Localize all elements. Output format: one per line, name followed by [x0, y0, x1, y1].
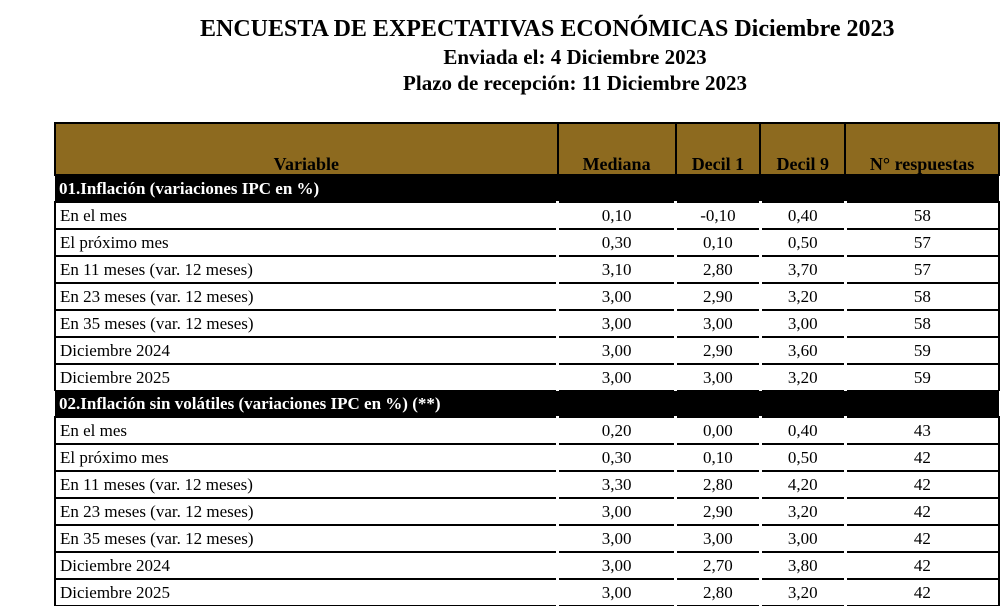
variable-cell: El próximo mes	[55, 229, 558, 256]
variable-cell: Diciembre 2025	[55, 364, 558, 391]
column-header-decile-1: Decil 1	[676, 123, 761, 175]
variable-cell: En 35 meses (var. 12 meses)	[55, 525, 558, 552]
decile-1-cell: 2,90	[676, 283, 761, 310]
median-cell: 3,30	[558, 471, 676, 498]
decile-9-cell: 4,20	[760, 471, 845, 498]
document-title: ENCUESTA DE EXPECTATIVAS ECONÓMICAS Diciembre 2023	[200, 16, 895, 42]
responses-cell: 42	[845, 552, 999, 579]
decile-1-cell: 3,00	[676, 364, 761, 391]
decile-9-cell: 3,60	[760, 337, 845, 364]
decile-1-cell: 3,00	[676, 310, 761, 337]
table-row	[55, 310, 999, 337]
responses-cell: 59	[845, 337, 999, 364]
decile-1-cell: 2,90	[676, 498, 761, 525]
variable-cell: El próximo mes	[55, 444, 558, 471]
decile-9-cell: 0,40	[760, 202, 845, 229]
section-title: 01.Inflación (variaciones IPC en %)	[55, 175, 999, 202]
table-row	[55, 229, 999, 256]
responses-cell: 42	[845, 579, 999, 606]
responses-cell: 58	[845, 283, 999, 310]
median-cell: 3,00	[558, 310, 676, 337]
decile-9-cell: 3,00	[760, 310, 845, 337]
decile-1-cell: -0,10	[676, 202, 761, 229]
variable-cell: Diciembre 2025	[55, 579, 558, 606]
decile-9-cell: 3,80	[760, 552, 845, 579]
median-cell: 3,00	[558, 552, 676, 579]
decile-1-cell: 3,00	[676, 525, 761, 552]
decile-1-cell: 2,80	[676, 579, 761, 606]
reception-deadline: Plazo de recepción: 11 Diciembre 2023	[403, 71, 747, 95]
sent-date: Enviada el: 4 Diciembre 2023	[443, 45, 707, 69]
table-row	[55, 202, 999, 229]
table-row	[55, 525, 999, 552]
expectations-table	[54, 122, 1000, 606]
median-cell: 3,00	[558, 525, 676, 552]
column-header-decile-9: Decil 9	[760, 123, 845, 175]
column-header-responses: N° respuestas	[845, 123, 999, 175]
median-cell: 0,30	[558, 444, 676, 471]
decile-1-cell: 2,70	[676, 552, 761, 579]
variable-cell: Diciembre 2024	[55, 337, 558, 364]
median-cell: 0,10	[558, 202, 676, 229]
variable-cell: En 35 meses (var. 12 meses)	[55, 310, 558, 337]
variable-cell: En 11 meses (var. 12 meses)	[55, 256, 558, 283]
decile-9-cell: 0,50	[760, 229, 845, 256]
responses-cell: 43	[845, 417, 999, 444]
responses-cell: 58	[845, 202, 999, 229]
decile-9-cell: 3,00	[760, 525, 845, 552]
variable-cell: Diciembre 2024	[55, 552, 558, 579]
responses-cell: 42	[845, 525, 999, 552]
decile-9-cell: 3,20	[760, 579, 845, 606]
table-row	[55, 417, 999, 444]
decile-9-cell: 0,40	[760, 417, 845, 444]
table-body	[55, 175, 999, 606]
column-header-variable: Variable	[55, 123, 558, 175]
table-row	[55, 283, 999, 310]
variable-cell: En el mes	[55, 417, 558, 444]
variable-cell: En el mes	[55, 202, 558, 229]
section-header-row	[55, 175, 999, 202]
responses-cell: 42	[845, 471, 999, 498]
responses-cell: 42	[845, 444, 999, 471]
table-row	[55, 552, 999, 579]
median-cell: 3,00	[558, 498, 676, 525]
table-header-row	[55, 123, 999, 175]
decile-9-cell: 0,50	[760, 444, 845, 471]
median-cell: 3,00	[558, 364, 676, 391]
median-cell: 3,10	[558, 256, 676, 283]
table-row	[55, 579, 999, 606]
table-row	[55, 364, 999, 391]
responses-cell: 59	[845, 364, 999, 391]
responses-cell: 42	[845, 498, 999, 525]
decile-9-cell: 3,20	[760, 498, 845, 525]
table-row	[55, 444, 999, 471]
median-cell: 0,30	[558, 229, 676, 256]
decile-1-cell: 0,10	[676, 444, 761, 471]
responses-cell: 58	[845, 310, 999, 337]
responses-cell: 57	[845, 229, 999, 256]
median-cell: 3,00	[558, 283, 676, 310]
section-header-row	[55, 391, 999, 418]
variable-cell: En 11 meses (var. 12 meses)	[55, 471, 558, 498]
variable-cell: En 23 meses (var. 12 meses)	[55, 283, 558, 310]
table-row	[55, 256, 999, 283]
table-row	[55, 471, 999, 498]
median-cell: 0,20	[558, 417, 676, 444]
section-title: 02.Inflación sin volátiles (variaciones IPC en %) (**)	[55, 391, 999, 418]
decile-1-cell: 0,10	[676, 229, 761, 256]
table-row	[55, 337, 999, 364]
column-header-median: Mediana	[558, 123, 676, 175]
median-cell: 3,00	[558, 579, 676, 606]
decile-9-cell: 3,70	[760, 256, 845, 283]
responses-cell: 57	[845, 256, 999, 283]
decile-1-cell: 2,90	[676, 337, 761, 364]
decile-9-cell: 3,20	[760, 283, 845, 310]
decile-9-cell: 3,20	[760, 364, 845, 391]
median-cell: 3,00	[558, 337, 676, 364]
decile-1-cell: 2,80	[676, 256, 761, 283]
decile-1-cell: 2,80	[676, 471, 761, 498]
variable-cell: En 23 meses (var. 12 meses)	[55, 498, 558, 525]
table-row	[55, 498, 999, 525]
decile-1-cell: 0,00	[676, 417, 761, 444]
